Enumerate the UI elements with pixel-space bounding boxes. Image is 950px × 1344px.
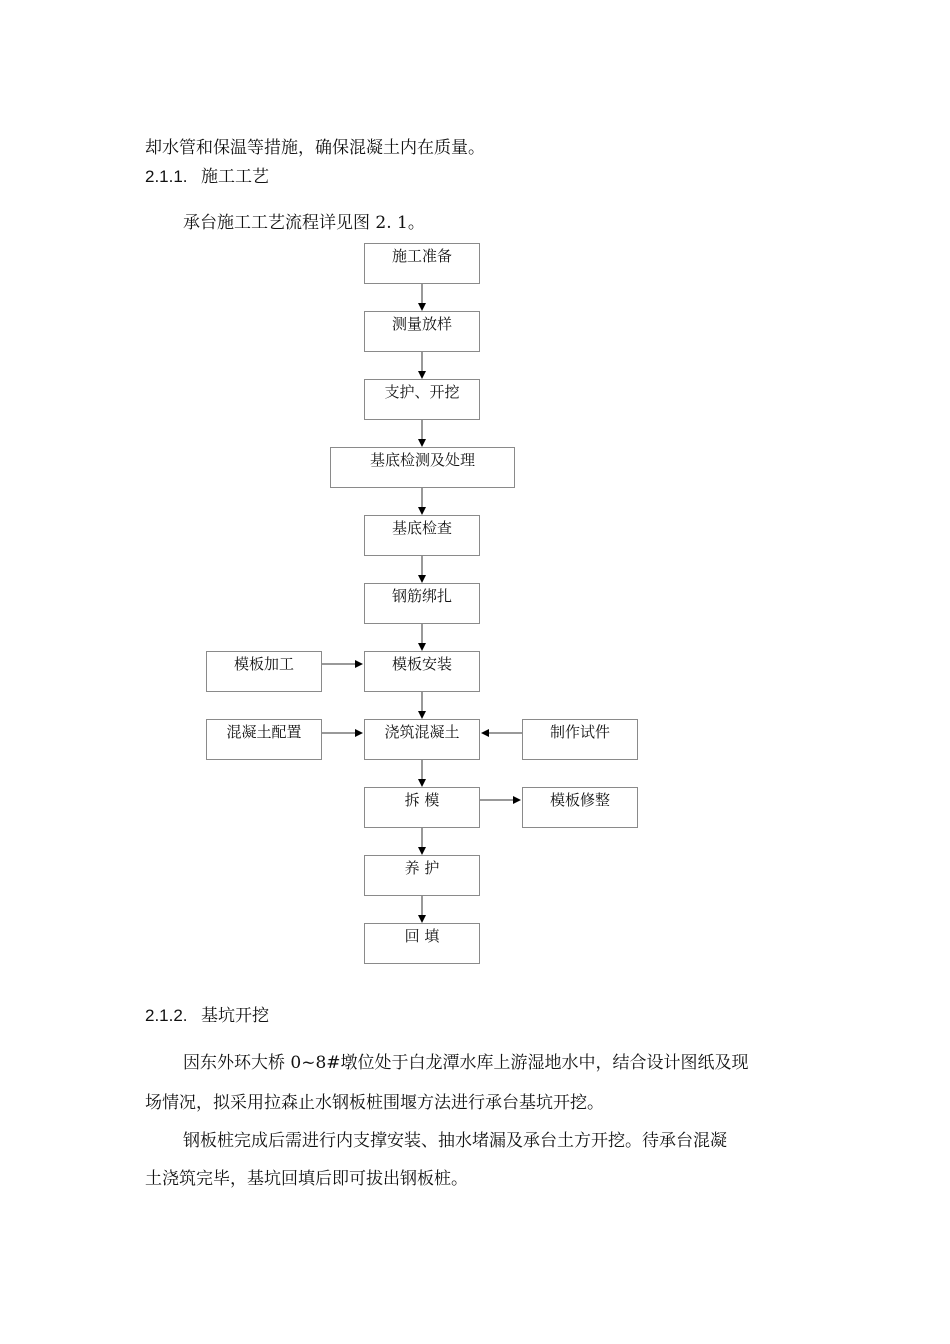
paragraph-2-line-2: 土浇筑完毕，基坑回填后即可拔出钢板桩。 [145, 1169, 468, 1189]
section-heading-excavation [145, 1006, 269, 1026]
step-rebar: 钢筋绑扎 [364, 583, 480, 624]
step-curing: 养 护 [364, 855, 480, 896]
paragraph-1-line-2: 场情况，拟采用拉森止水钢板桩围堰方法进行承台基坑开挖。 [145, 1093, 604, 1113]
section-title: 施工工艺 [200, 167, 269, 187]
step-pour-concrete: 浇筑混凝土 [364, 719, 480, 760]
side-concrete-mix: 混凝土配置 [206, 719, 322, 760]
side-formwork-fab: 模板加工 [206, 651, 322, 692]
paragraph-2-line-1: 钢板桩完成后需进行内支撑安装、抽水堵漏及承台土方开挖。待承台混凝 [183, 1131, 727, 1151]
section-heading-process [145, 167, 269, 187]
section-title: 基坑开挖 [200, 1006, 269, 1026]
step-formwork-install: 模板安装 [364, 651, 480, 692]
step-base-detect: 基底检测及处理 [330, 447, 515, 488]
section-number: 2.1.1. [145, 167, 188, 186]
step-backfill: 回 填 [364, 923, 480, 964]
flow-caption: 承台施工工艺流程详见图 2. 1。 [183, 213, 425, 233]
intro-text: 却水管和保温等措施，确保混凝土内在质量。 [145, 138, 485, 158]
step-survey: 测量放样 [364, 311, 480, 352]
step-preparation: 施工准备 [364, 243, 480, 284]
side-test-specimen: 制作试件 [522, 719, 638, 760]
side-formwork-repair: 模板修整 [522, 787, 638, 828]
paragraph-1-line-1: 因东外环大桥 0~8#墩位处于白龙潭水库上游湿地水中，结合设计图纸及现 [183, 1053, 749, 1073]
step-remove-formwork: 拆 模 [364, 787, 480, 828]
step-base-check: 基底检查 [364, 515, 480, 556]
step-excavation: 支护、开挖 [364, 379, 480, 420]
section-number: 2.1.2. [145, 1006, 188, 1025]
